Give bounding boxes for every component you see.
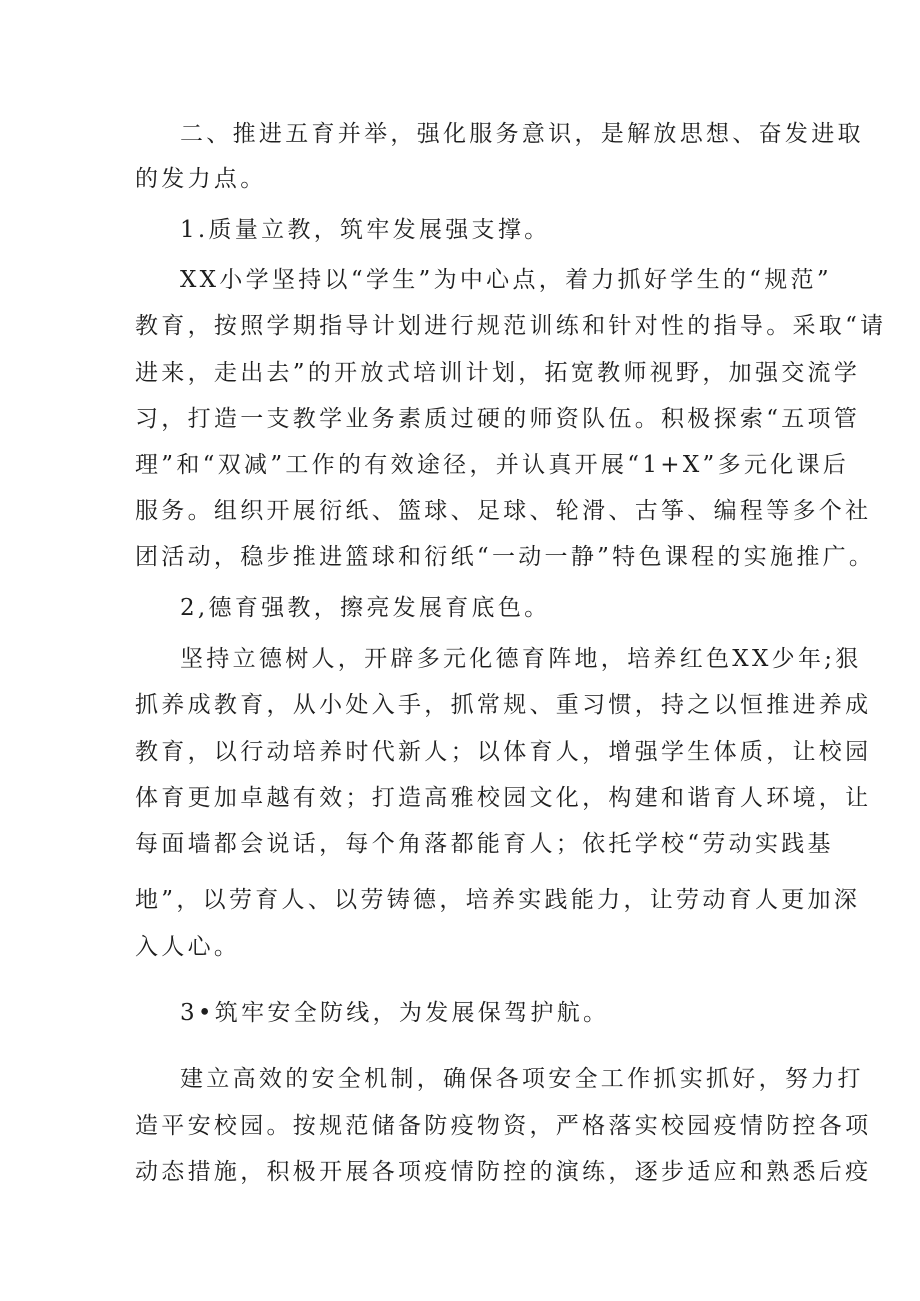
item-1-paragraph-line: 教育，按照学期指导计划进行规范训练和针对性的指导。采取“请 [135, 313, 887, 339]
item-3-paragraph-line: 动态措施，积极开展各项疫情防控的演练，逐步适应和熟悉后疫 [135, 1159, 872, 1185]
item-1-paragraph-line: 习，打造一支教学业务素质过硬的师资队伍。积极探索“五项管 [135, 406, 861, 432]
section-heading-line-1: 二、推进五育并举，强化服务意识，是解放思想、奋发进取 [180, 121, 864, 147]
item-2-heading: 2,德育强教，擦亮发展育底色。 [180, 595, 551, 621]
item-2-paragraph-line: 入人心。 [135, 934, 241, 960]
item-3-paragraph-line: 建立高效的安全机制，确保各项安全工作抓实抓好，努力打 [180, 1066, 864, 1092]
item-2-paragraph-line: 抓养成教育，从小处入手，抓常规、重习惯，持之以恒推进养成 [135, 692, 872, 718]
item-1-paragraph-line: XX小学坚持以“学生”为中心点，着力抓好学生的“规范” [180, 267, 832, 293]
item-1-paragraph-line: 服务。组织开展衍纸、篮球、足球、轮滑、古筝、编程等多个社 [135, 498, 872, 524]
item-2-paragraph-line: 地”，以劳育人、以劳铸德，培养实践能力，让劳动育人更加深 [135, 887, 861, 913]
item-2-paragraph-line: 每面墙都会说话，每个角落都能育人；依托学校“劳动实践基 [135, 831, 834, 857]
item-1-heading: 1.质量立教，筑牢发展强支撑。 [180, 217, 551, 243]
section-heading-line-2: 的发力点。 [135, 166, 267, 192]
item-3-heading: 3•筑牢安全防线，为发展保驾护航。 [180, 1000, 610, 1026]
item-1-paragraph-line: 理”和“双减”工作的有效途径，并认真开展“1+X”多元化课后 [135, 452, 850, 478]
item-2-paragraph-line: 体育更加卓越有效；打造高雅校园文化，构建和谐育人环境，让 [135, 785, 872, 811]
item-1-paragraph-line: 团活动，稳步推进篮球和衍纸“一动一静”特色课程的实施推广。 [135, 544, 876, 570]
item-3-paragraph-line: 造平安校园。按规范储备防疫物资，严格落实校园疫情防控各项 [135, 1113, 872, 1139]
item-2-paragraph-line: 坚持立德树人，开辟多元化德育阵地，培养红色XX少年;狠 [180, 646, 862, 672]
item-2-paragraph-line: 教育，以行动培养时代新人；以体育人，增强学生体质，让校园 [135, 739, 872, 765]
item-1-paragraph-line: 进来，走出去”的开放式培训计划，拓宽教师视野，加强交流学 [135, 360, 861, 386]
